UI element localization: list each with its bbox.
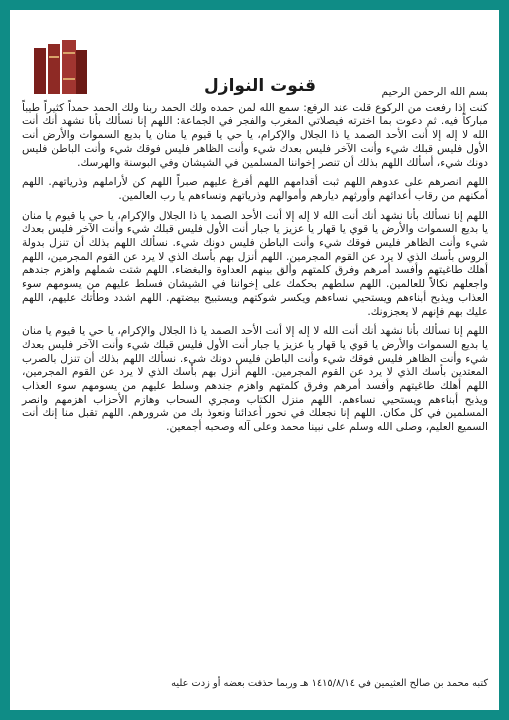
document-signature: كتبه محمد بن صالح العثيمين في ١٤١٥/٨/١٤ هـ وربما حذفت بعضه أو زدت عليه (171, 678, 488, 689)
document-title: قنوت النوازل (204, 76, 316, 96)
paragraph-2: اللهم انصرهم على عدوهم اللهم ثبت أقدامهم اللهم أفرغ عليهم صبراً اللهم كن لأراملهم وذرياتهم. اللهم أمكنهم من رقاب أعدائهم وأورثهم ديارهم وأموالهم وذرياتهم ونساءهم يا رب العالمين. (22, 176, 488, 202)
basmala: بسم الله الرحمن الرحيم (381, 86, 488, 98)
paragraph-4: اللهم إنا نسألك بأنا نشهد أنك أنت الله لا إله إلا أنت الأحد الصمد يا ذا الجلال والإكرام، يا حي يا قيوم يا منان يا بديع السموات والأرض يا قوي يا قهار يا عزيز يا جبار أنت الأول فليس قبلك شيء وأنت الآخر فليس بعدك شيء وأنت الظاهر فليس فوقك شيء وأنت الباطن فليس دونك شيء. نسألك اللهم بذلك أن تنزل بالصرب المعتدين بأسك الذي لا يرد عن القوم المجرمين. اللهم أنزل بهم بأسك الذي لا يرد عن القوم المجرمين، اللهم أهلك طاغيتهم وأفسد أمرهم وفرق كلمتهم واهزم جندهم وسلط عليهم من يسومهم سوء العذاب ويذبح أبناءهم ويستحيي نساءهم. اللهم منزل الكتاب ومجري السحاب وهازم الأحزاب اهزمهم وانصر المسلمين في كل مكان. اللهم إنا نجعلك في نحور أعدائنا ونعوذ بك من شرورهم. اللهم تقبل منا إنك أنت السميع العليم، وصلى الله وسلم على نبينا محمد وعلى آله وصحبه أجمعين. (22, 325, 488, 434)
paragraph-1: كنت إذا رفعت من الركوع قلت عند الرفع: سمع الله لمن حمده ولك الحمد ربنا ولك الحمد حمداً كثيراً طيباً مباركاً فيه. ثم دعوت بما اخترته فيصلاتي المغرب والفجر في الجماعة: اللهم إنا نسألك بأنا نشهد أنك أنت الله لا إله إلا أنت الأحد الصمد يا ذا الجلال والإكرام، يا حي يا قيوم يا منان يا بديع السموات والأرض أنت الأول فليس قبلك شيء وأنت الآخر فليس بعدك شيء وأنت الظاهر فليس فوقك شيء وأنت الباطن فليس دونك شيء، أسألك اللهم بذلك أن تنصر إخواننا المسلمين في الشيشان وفي البوسنة والهرسك. (22, 101, 488, 169)
paragraph-3: اللهم إنا نسألك بأنا نشهد أنك أنت الله لا إله إلا أنت الأحد الصمد يا ذا الجلال والإكرام، يا حي يا قيوم يا منان يا بديع السموات والأرض يا قوي يا قهار يا عزيز يا جبار أنت الأول فليس قبلك شيء وأنت الآخر فليس بعدك شيء وأنت الظاهر فليس فوقك شيء وأنت الباطن فليس دونك شيء. نسألك اللهم بذلك أن تنزل بدولة الروس بأسك الذي لا يرد عن القوم المجرمين. اللهم أنزل بهم بأسك الذي لا يرد عن القوم المجرمين، اللهم أهلك طاغيتهم وأفسد أمرهم وفرق كلمتهم وألق بينهم العداوة والبغضاء. اللهم شتت شملهم واهزم جندهم واجعلهم نكالاً للعالمين. اللهم سلطهم بحكمك على إخواننا في الشيشان فسلط عليهم من يسومهم سوء العذاب ويذبح أبناءهم ويستحيي نساءهم ويكسر شوكتهم ويستبيح بيضتهم. اللهم اشدد وطأتك عليهم، اللهم عليك بهم فإنهم لا يعجزونك. (22, 209, 488, 318)
document-body (22, 86, 488, 686)
